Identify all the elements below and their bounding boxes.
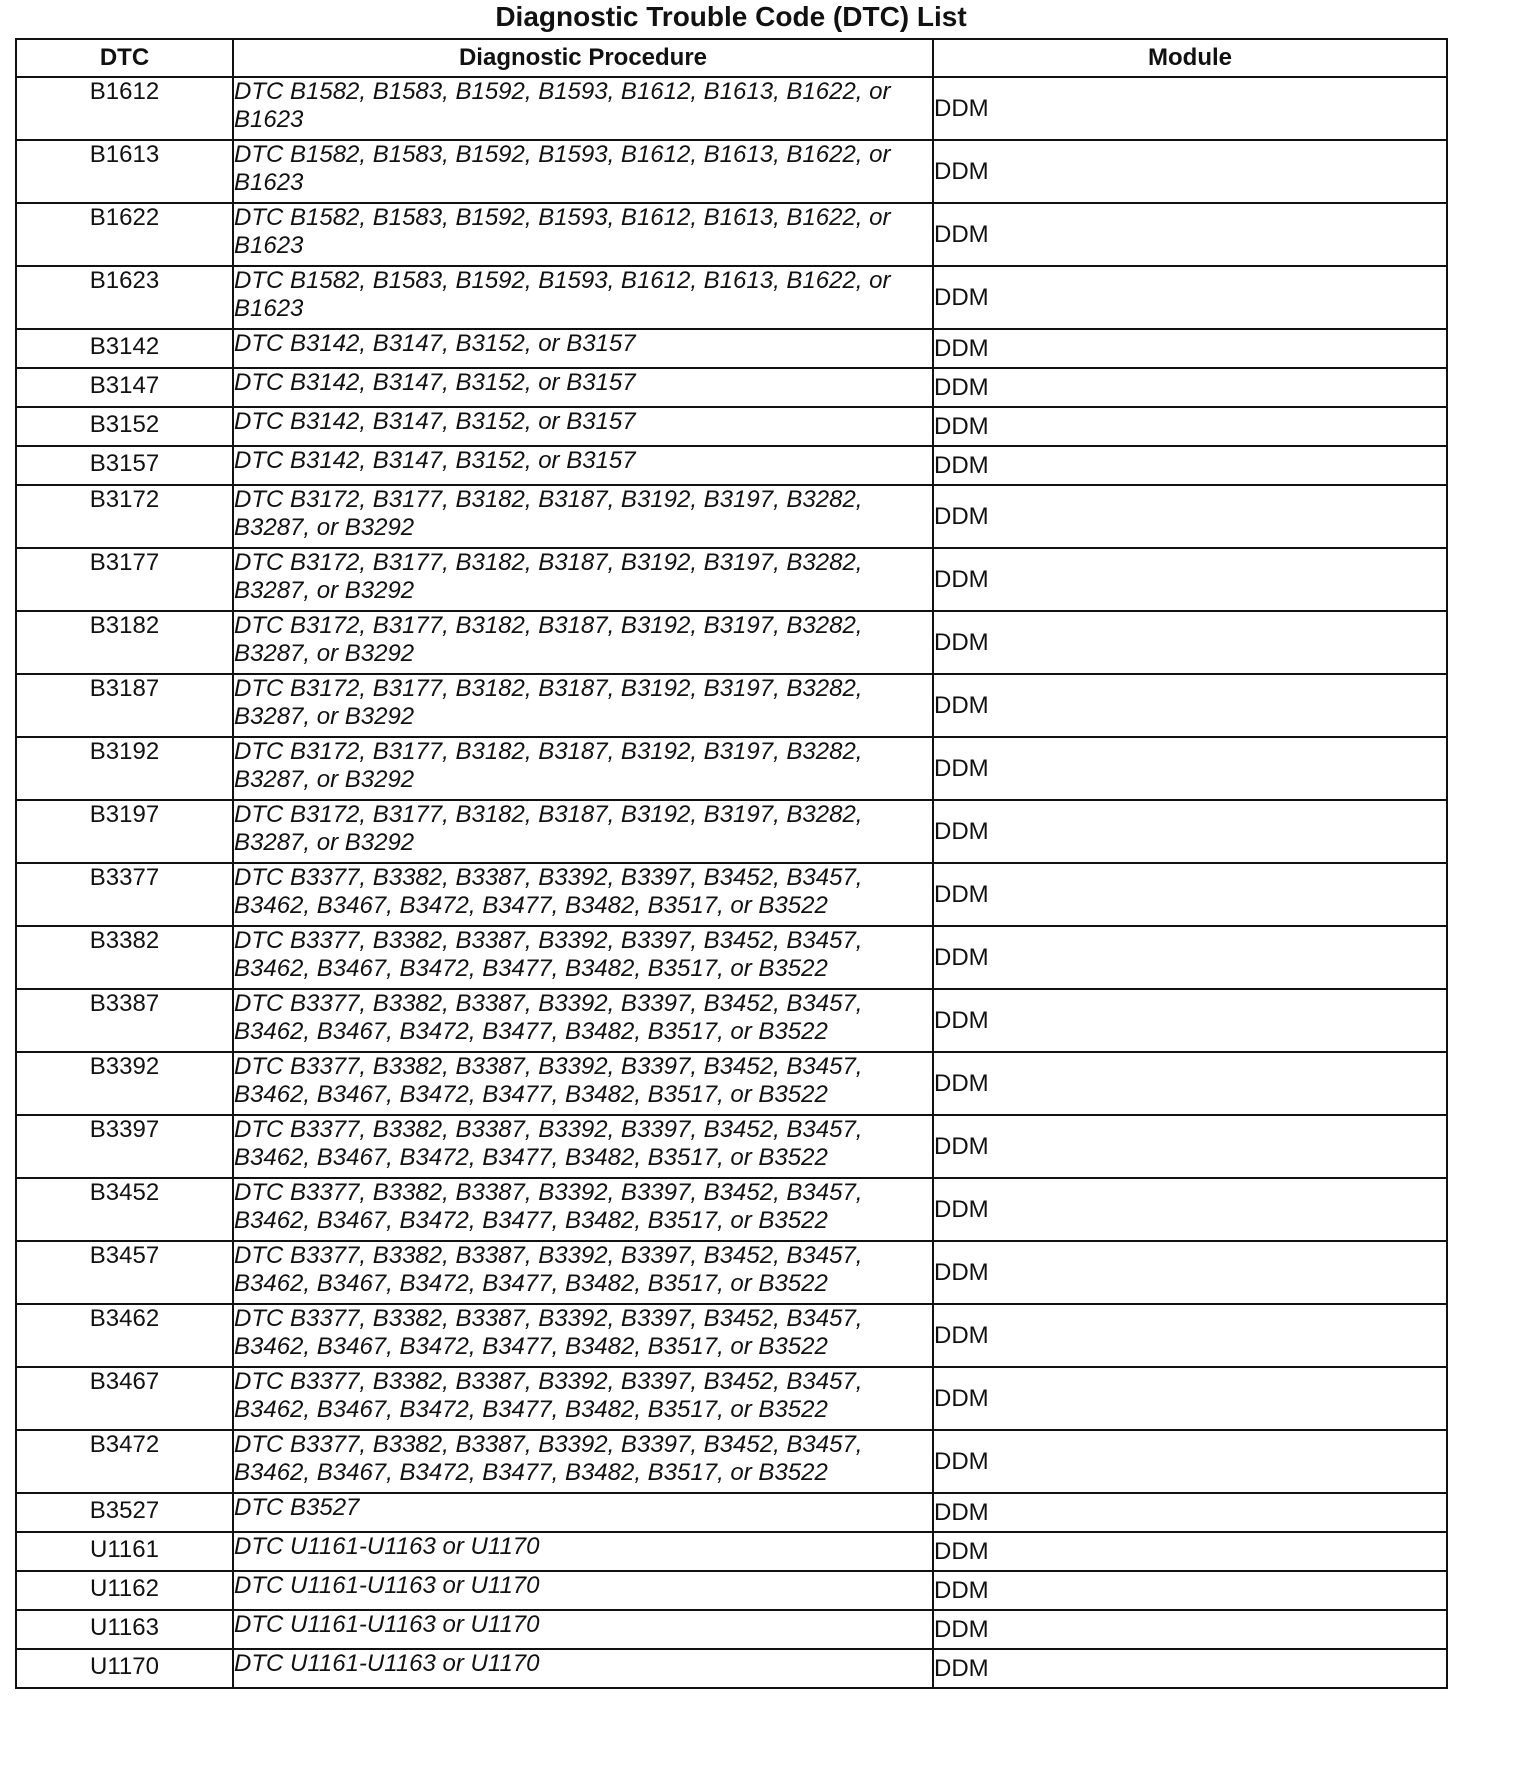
module-cell: DDM: [933, 1610, 1447, 1649]
table-row: [16, 446, 1447, 485]
procedure-cell: DTC B3377, B3382, B3387, B3392, B3397, B3452, B3457, B3462, B3467, B3472, B3477, B3482, B3517, or B3522: [233, 926, 933, 989]
dtc-cell: U1170: [16, 1649, 233, 1688]
table-row: [16, 140, 1447, 203]
dtc-cell: B3197: [16, 800, 233, 863]
module-cell: DDM: [933, 446, 1447, 485]
column-header-dtc: DTC: [16, 39, 233, 77]
procedure-cell: DTC B1582, B1583, B1592, B1593, B1612, B1613, B1622, or B1623: [233, 266, 933, 329]
module-cell: DDM: [933, 1241, 1447, 1304]
procedure-cell: DTC B3377, B3382, B3387, B3392, B3397, B3452, B3457, B3462, B3467, B3472, B3477, B3482, B3517, or B3522: [233, 1430, 933, 1493]
table-row: [16, 77, 1447, 140]
table-row: [16, 1610, 1447, 1649]
procedure-cell: DTC B3172, B3177, B3182, B3187, B3192, B3197, B3282, B3287, or B3292: [233, 485, 933, 548]
table-row: [16, 266, 1447, 329]
dtc-cell: B3157: [16, 446, 233, 485]
dtc-cell: B3452: [16, 1178, 233, 1241]
procedure-cell: DTC U1161-U1163 or U1170: [233, 1610, 933, 1649]
table-row: [16, 1649, 1447, 1688]
table-row: [16, 1493, 1447, 1532]
dtc-cell: B1622: [16, 203, 233, 266]
procedure-cell: DTC U1161-U1163 or U1170: [233, 1571, 933, 1610]
column-header-procedure: Diagnostic Procedure: [233, 39, 933, 77]
dtc-cell: B3382: [16, 926, 233, 989]
module-cell: DDM: [933, 140, 1447, 203]
dtc-cell: B3527: [16, 1493, 233, 1532]
dtc-cell: B1612: [16, 77, 233, 140]
table-row: [16, 1115, 1447, 1178]
table-row: [16, 989, 1447, 1052]
procedure-cell: DTC B3142, B3147, B3152, or B3157: [233, 368, 933, 407]
procedure-cell: DTC U1161-U1163 or U1170: [233, 1649, 933, 1688]
module-cell: DDM: [933, 77, 1447, 140]
dtc-cell: B3187: [16, 674, 233, 737]
procedure-cell: DTC B3377, B3382, B3387, B3392, B3397, B3452, B3457, B3462, B3467, B3472, B3477, B3482, B3517, or B3522: [233, 989, 933, 1052]
dtc-cell: B3177: [16, 548, 233, 611]
dtc-cell: B3467: [16, 1367, 233, 1430]
procedure-cell: DTC B1582, B1583, B1592, B1593, B1612, B1613, B1622, or B1623: [233, 140, 933, 203]
module-cell: DDM: [933, 1178, 1447, 1241]
module-cell: DDM: [933, 863, 1447, 926]
dtc-cell: B3457: [16, 1241, 233, 1304]
dtc-cell: U1163: [16, 1610, 233, 1649]
module-cell: DDM: [933, 329, 1447, 368]
table-row: [16, 737, 1447, 800]
dtc-cell: B3152: [16, 407, 233, 446]
procedure-cell: DTC B3527: [233, 1493, 933, 1532]
table-row: [16, 485, 1447, 548]
table-row: [16, 1241, 1447, 1304]
dtc-cell: B3192: [16, 737, 233, 800]
page-title: Diagnostic Trouble Code (DTC) List: [495, 1, 967, 32]
procedure-cell: DTC B3142, B3147, B3152, or B3157: [233, 329, 933, 368]
table-row: [16, 329, 1447, 368]
module-cell: DDM: [933, 1493, 1447, 1532]
module-cell: DDM: [933, 548, 1447, 611]
module-cell: DDM: [933, 368, 1447, 407]
dtc-cell: B3387: [16, 989, 233, 1052]
dtc-cell: B3182: [16, 611, 233, 674]
procedure-cell: DTC B3142, B3147, B3152, or B3157: [233, 446, 933, 485]
module-cell: DDM: [933, 800, 1447, 863]
module-cell: DDM: [933, 674, 1447, 737]
module-cell: DDM: [933, 737, 1447, 800]
dtc-cell: B1623: [16, 266, 233, 329]
table-row: [16, 926, 1447, 989]
table-row: [16, 1304, 1447, 1367]
procedure-cell: DTC B3377, B3382, B3387, B3392, B3397, B3452, B3457, B3462, B3467, B3472, B3477, B3482, B3517, or B3522: [233, 1241, 933, 1304]
module-cell: DDM: [933, 1304, 1447, 1367]
table-row: [16, 863, 1447, 926]
module-cell: DDM: [933, 485, 1447, 548]
table-body: [16, 77, 1447, 1688]
procedure-cell: DTC B3377, B3382, B3387, B3392, B3397, B3452, B3457, B3462, B3467, B3472, B3477, B3482, B3517, or B3522: [233, 1115, 933, 1178]
dtc-cell: B3142: [16, 329, 233, 368]
header-row: [16, 39, 1447, 77]
table-row: [16, 800, 1447, 863]
procedure-cell: DTC B3142, B3147, B3152, or B3157: [233, 407, 933, 446]
procedure-cell: DTC B3377, B3382, B3387, B3392, B3397, B3452, B3457, B3462, B3467, B3472, B3477, B3482, B3517, or B3522: [233, 1052, 933, 1115]
dtc-cell: B1613: [16, 140, 233, 203]
procedure-cell: DTC B3377, B3382, B3387, B3392, B3397, B3452, B3457, B3462, B3467, B3472, B3477, B3482, B3517, or B3522: [233, 1367, 933, 1430]
table-row: [16, 1532, 1447, 1571]
table-row: [16, 674, 1447, 737]
table-row: [16, 203, 1447, 266]
procedure-cell: DTC B1582, B1583, B1592, B1593, B1612, B1613, B1622, or B1623: [233, 77, 933, 140]
table-row: [16, 1178, 1447, 1241]
procedure-cell: DTC B3172, B3177, B3182, B3187, B3192, B3197, B3282, B3287, or B3292: [233, 611, 933, 674]
table-row: [16, 1430, 1447, 1493]
dtc-cell: B3472: [16, 1430, 233, 1493]
dtc-cell: U1161: [16, 1532, 233, 1571]
table-row: [16, 548, 1447, 611]
procedure-cell: DTC B3172, B3177, B3182, B3187, B3192, B3197, B3282, B3287, or B3292: [233, 737, 933, 800]
table-row: [16, 1571, 1447, 1610]
module-cell: DDM: [933, 926, 1447, 989]
module-cell: DDM: [933, 266, 1447, 329]
dtc-cell: B3397: [16, 1115, 233, 1178]
procedure-cell: DTC B3172, B3177, B3182, B3187, B3192, B3197, B3282, B3287, or B3292: [233, 674, 933, 737]
module-cell: DDM: [933, 1367, 1447, 1430]
module-cell: DDM: [933, 1430, 1447, 1493]
procedure-cell: DTC B3172, B3177, B3182, B3187, B3192, B3197, B3282, B3287, or B3292: [233, 800, 933, 863]
procedure-cell: DTC B1582, B1583, B1592, B1593, B1612, B1613, B1622, or B1623: [233, 203, 933, 266]
module-cell: DDM: [933, 1052, 1447, 1115]
table-row: [16, 407, 1447, 446]
module-cell: DDM: [933, 1571, 1447, 1610]
table-row: [16, 1367, 1447, 1430]
procedure-cell: DTC U1161-U1163 or U1170: [233, 1532, 933, 1571]
module-cell: DDM: [933, 1649, 1447, 1688]
module-cell: DDM: [933, 203, 1447, 266]
module-cell: DDM: [933, 989, 1447, 1052]
module-cell: DDM: [933, 1115, 1447, 1178]
table-row: [16, 611, 1447, 674]
dtc-cell: B3147: [16, 368, 233, 407]
module-cell: DDM: [933, 1532, 1447, 1571]
procedure-cell: DTC B3377, B3382, B3387, B3392, B3397, B3452, B3457, B3462, B3467, B3472, B3477, B3482, B3517, or B3522: [233, 1304, 933, 1367]
dtc-table: [15, 38, 1448, 1689]
procedure-cell: DTC B3172, B3177, B3182, B3187, B3192, B3197, B3282, B3287, or B3292: [233, 548, 933, 611]
dtc-cell: B3392: [16, 1052, 233, 1115]
module-cell: DDM: [933, 611, 1447, 674]
table-row: [16, 368, 1447, 407]
dtc-cell: B3172: [16, 485, 233, 548]
procedure-cell: DTC B3377, B3382, B3387, B3392, B3397, B3452, B3457, B3462, B3467, B3472, B3477, B3482, B3517, or B3522: [233, 863, 933, 926]
dtc-cell: U1162: [16, 1571, 233, 1610]
procedure-cell: DTC B3377, B3382, B3387, B3392, B3397, B3452, B3457, B3462, B3467, B3472, B3477, B3482, B3517, or B3522: [233, 1178, 933, 1241]
table-header: [16, 39, 1447, 77]
dtc-cell: B3462: [16, 1304, 233, 1367]
module-cell: DDM: [933, 407, 1447, 446]
dtc-cell: B3377: [16, 863, 233, 926]
column-header-module: Module: [933, 39, 1447, 77]
table-row: [16, 1052, 1447, 1115]
